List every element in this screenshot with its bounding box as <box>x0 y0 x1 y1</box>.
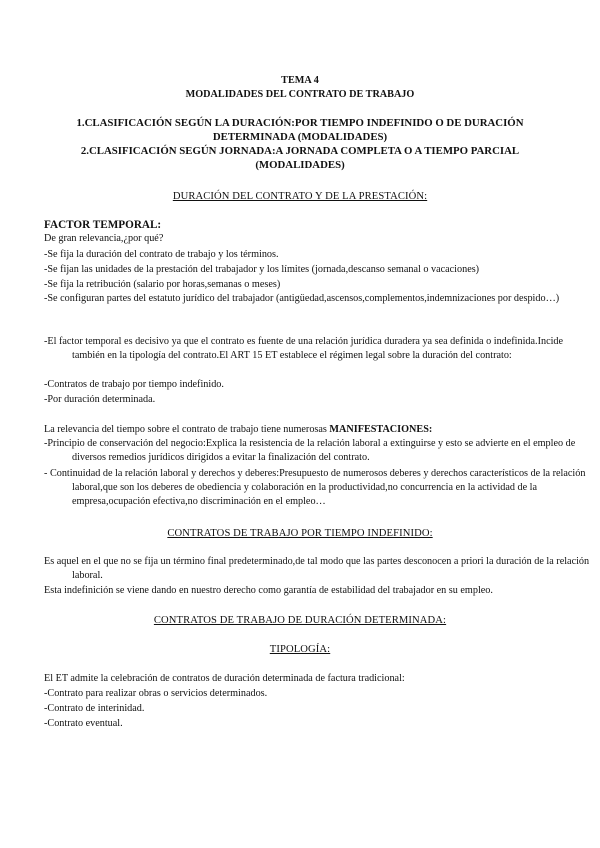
indefinido-paragraph: Es aquel en el que no se fija un término final predeterminado,de tal modo que las partes desconocen a priori la duración de la relación laboral. <box>44 556 590 582</box>
tipologia-item: -Contrato de interinidad. <box>44 703 145 714</box>
section-duracion-heading: DURACIÓN DEL CONTRATO Y DE LA PRESTACIÓN: <box>172 191 428 202</box>
clasificacion-1-line1: 1.CLASIFICACIÓN SEGÚN LA DURACIÓN:POR TIEMPO INDEFINIDO O DE DURACIÓN <box>76 117 524 129</box>
tema-title: TEMA 4 <box>281 75 319 86</box>
clasificacion-1-line2: DETERMINADA (MODALIDADES) <box>212 131 388 143</box>
continuidad-paragraph: - Continuidad de la relación laboral y derechos y deberes:Presupuesto de numerosos deberes y derechos característicos de la relación laboral,que son los deberes de obediencia y colaboración en la productividad,no concurrencia en la actividad de la empresa,ocupación efectiva,no discriminación en el empleo… <box>44 468 586 508</box>
factor-item: -Se configuran partes del estatuto jurídico del trabajador (antigüedad,ascensos,complementos,indemnizaciones por despido…) <box>44 293 560 304</box>
tipologia-item: -Contrato para realizar obras o servicios determinados. <box>44 688 268 699</box>
factor-paragraph: -El factor temporal es decisivo ya que el contrato es fuente de una relación jurídica duradera ya sea definida o indefinida.Incide también en la tipología del contrato.El ART 15 ET establece el régimen legal sobre la duración del contrato: <box>44 336 564 362</box>
relevancia-paragraph <box>44 423 564 437</box>
manifestaciones-label: MANIFESTACIONES: <box>329 424 433 435</box>
section-determinada-heading: CONTRATOS DE TRABAJO DE DURACIÓN DETERMINADA: <box>153 615 447 626</box>
factor-intro: De gran relevancia,¿por qué? <box>44 233 164 244</box>
clasificacion-2-line2: (MODALIDADES) <box>255 159 345 171</box>
section-tipologia-heading: TIPOLOGÍA: <box>269 644 331 655</box>
tipo-item: -Contratos de trabajo por tiempo indefinido. <box>44 379 224 390</box>
factor-item: -Se fija la duración del contrato de trabajo y los términos. <box>44 249 279 260</box>
tipologia-item: -Contrato eventual. <box>44 718 123 729</box>
factor-item: -Se fijan las unidades de la prestación del trabajador y los límites (jornada,descanso semanal o vacaciones) <box>44 264 480 275</box>
tipo-item: -Por duración determinada. <box>44 394 156 405</box>
clasificacion-2-line1: 2.CLASIFICACIÓN SEGÚN JORNADA:A JORNADA COMPLETA O A TIEMPO PARCIAL <box>80 145 520 157</box>
section-indefinido-heading: CONTRATOS DE TRABAJO POR TIEMPO INDEFINIDO: <box>167 528 433 539</box>
indefinido-paragraph-2: Esta indefinición se viene dando en nuestro derecho como garantía de estabilidad del trabajador en su empleo. <box>44 585 493 596</box>
factor-item: -Se fija la retribución (salario por horas,semanas o meses) <box>44 279 281 290</box>
factor-temporal-heading: FACTOR TEMPORAL: <box>44 219 162 231</box>
relevancia-text: La relevancia del tiempo sobre el contrato de trabajo tiene numerosas <box>44 424 330 435</box>
document-subtitle: MODALIDADES DEL CONTRATO DE TRABAJO <box>185 89 415 100</box>
tipologia-intro: El ET admite la celebración de contratos de duración determinada de factura tradicional: <box>44 673 405 684</box>
principio-paragraph: -Principio de conservación del negocio:Explica la resistencia de la relación laboral a extinguirse y esto se advierte en el empleo de diversos remedios jurídicos dirigidos a evitar la finalización del contrato. <box>44 438 576 464</box>
